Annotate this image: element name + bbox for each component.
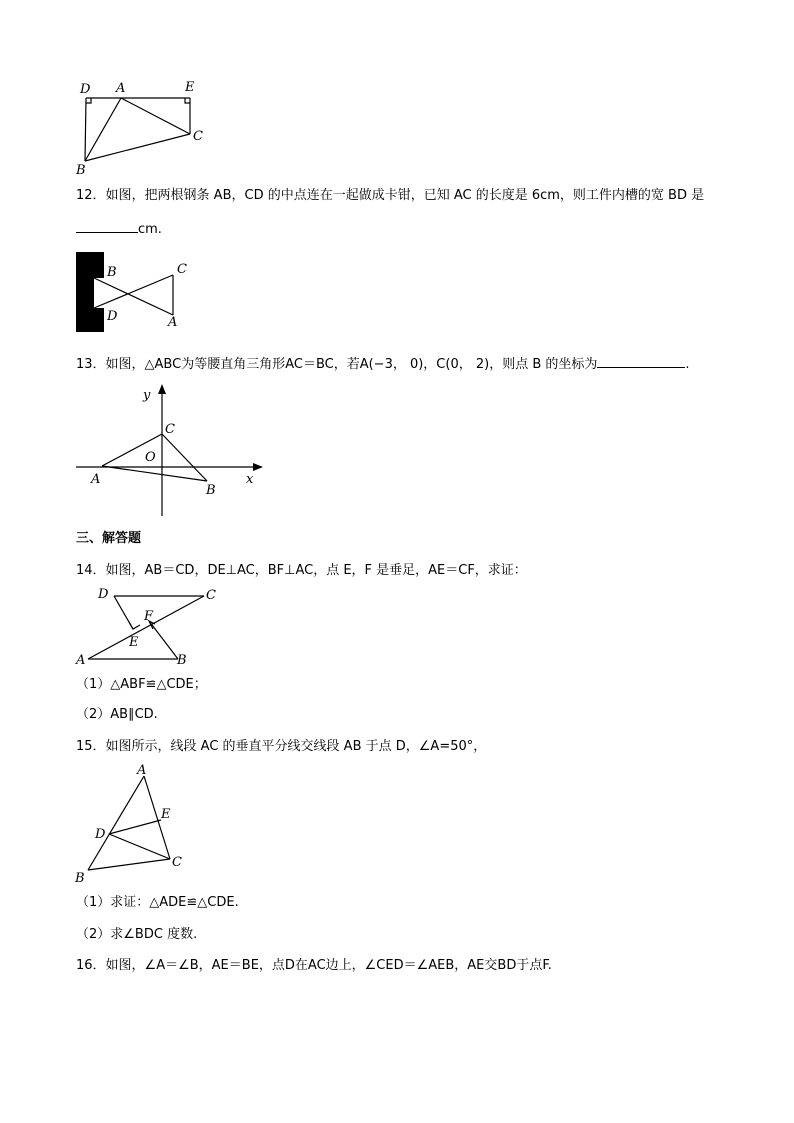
question-15-part-1: （1）求证：△ADE≌△CDE. [76, 895, 239, 910]
label-B: B [75, 871, 85, 886]
label-A: A [137, 763, 147, 778]
label-B: B [76, 163, 86, 178]
label-E: E [161, 807, 171, 822]
question-16 [76, 957, 552, 975]
question-14-part-1: （1）△ABF≌△CDE； [76, 677, 207, 692]
label-A: A [91, 472, 101, 487]
label-C: C [172, 855, 182, 870]
figure-q15 [72, 762, 192, 886]
q12-text: 12．如图，把两根钢条 AB，CD 的中点连在一起做成卡钳，已知 AC 的长度是 6cm，则工件内槽的宽 BD 是 [76, 188, 705, 203]
section-heading: 三、解答题 [76, 531, 142, 546]
figure-q11 [70, 78, 210, 178]
label-C: C [165, 422, 175, 437]
q13-text: 13．如图，△ABC为等腰直角三角形AC＝BC，若A(−3， 0)，C(0， 2)，则点 B 的坐标为 [76, 357, 598, 372]
figure-q14 [74, 584, 224, 668]
q13-tail: . [685, 357, 690, 372]
label-C: C [206, 588, 216, 603]
label-y: y [143, 388, 151, 403]
question-14 [76, 562, 527, 580]
question-15 [76, 738, 486, 756]
label-C: C [177, 262, 187, 277]
question-14-part-2: （2）AB∥CD. [76, 707, 158, 722]
label-B: B [206, 483, 216, 498]
label-C: C [193, 129, 203, 144]
label-B: B [177, 653, 187, 668]
label-B: B [107, 265, 117, 280]
figure-q12 [74, 250, 204, 336]
label-A: A [116, 81, 126, 96]
label-E: E [185, 80, 195, 95]
answer-blank[interactable] [597, 354, 685, 368]
label-A: A [168, 315, 178, 330]
label-D: D [98, 587, 109, 602]
q14-text: 14．如图，AB＝CD，DE⊥AC，BF⊥AC，点 E，F 是垂足，AE＝CF，求证： [76, 563, 527, 578]
figure-q13 [70, 382, 270, 520]
question-13 [76, 354, 690, 374]
question-15-part-2: （2）求∠BDC 度数. [76, 927, 198, 942]
label-D: D [80, 82, 91, 97]
label-D: D [95, 827, 106, 842]
question-12 [76, 187, 704, 205]
q16-text: 16．如图，∠A＝∠B，AE＝BE，点D在AC边上，∠CED＝∠AEB，AE交BD于点F. [76, 958, 552, 973]
label-O: O [145, 450, 156, 465]
label-F: F [144, 609, 154, 624]
label-D: D [107, 309, 118, 324]
label-x: x [246, 472, 254, 487]
q15-text: 15．如图所示，线段 AC 的垂直平分线交线段 AB 于点 D，∠A=50°， [76, 739, 487, 754]
question-12-answer [76, 219, 162, 239]
q12-tail: cm. [138, 222, 162, 237]
label-A: A [76, 653, 86, 668]
answer-blank[interactable] [76, 219, 138, 233]
label-E: E [129, 635, 139, 650]
